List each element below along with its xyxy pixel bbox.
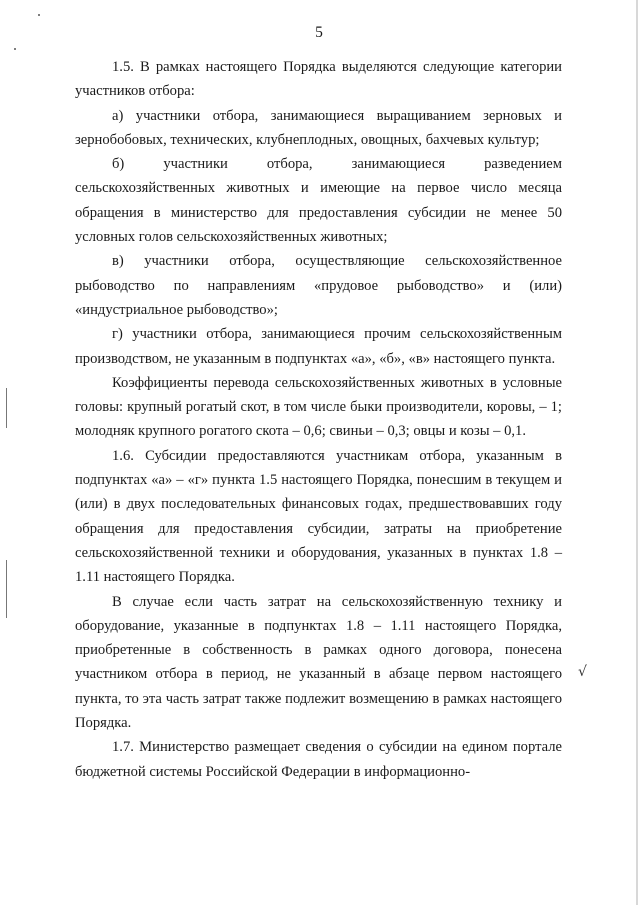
scan-artifact-line bbox=[6, 560, 7, 618]
document-body bbox=[75, 55, 562, 784]
paragraph-category-b: б) участники отбора, занимающиеся разведением сельскохозяйственных животных и имеющие на первое число месяца обращения в министерство для предоставления субсидии не менее 50 условных голов сельскохозяйственных животных; bbox=[75, 156, 562, 246]
paragraph-1-7: 1.7. Министерство размещает сведения о субсидии на едином портале бюджетной системы Российской Федерации в информационно- bbox=[75, 739, 562, 780]
paragraph-coefficients: Коэффициенты перевода сельскохозяйственных животных в условные головы: крупный рогатый скот, в том числе быки производители, коровы, – 1; молодняк крупного рогатого скота – 0,6; свиньи – 0,3; овцы и козы – 0,1. bbox=[75, 374, 562, 440]
paragraph-category-g: г) участники отбора, занимающиеся прочим сельскохозяйственным производством, не указанным в подпунктах «а», «б», «в» настоящего пункта. bbox=[75, 326, 562, 367]
page-number: 5 bbox=[315, 24, 323, 41]
scan-artifact-dot bbox=[38, 14, 40, 16]
paragraph-category-a: а) участники отбора, занимающиеся выращиванием зерновых и зернобобовых, технических, клубнеплодных, овощных, бахчевых культур; bbox=[75, 107, 562, 148]
paragraph-category-v: в) участники отбора, осуществляющие сельскохозяйственное рыбоводство по направлениям «прудовое рыбоводство» и (или) «индустриальное рыбоводство»; bbox=[75, 253, 562, 318]
scan-artifact-dot bbox=[14, 48, 16, 50]
scan-artifact-line bbox=[6, 388, 7, 428]
paragraph-partial-costs: В случае если часть затрат на сельскохозяйственную технику и оборудование, указанные в подпунктах 1.8 – 1.11 настоящего Порядка, приобретенные в собственность в рамках одного договора, понесена участником отбора в период, не указанный в абзаце первом настоящего пункта, то эта часть затрат также подлежит возмещению в рамках настоящего Порядка. bbox=[75, 593, 562, 732]
paragraph-1-6: 1.6. Субсидии предоставляются участникам отбора, указанным в подпунктах «а» – «г» пункта 1.5 настоящего Порядка, понесшим в текущем и (или) в двух последовательных финансовых годах, предшествовавших году обращения для предоставления субсидии, затраты на приобретение сельскохозяйственной техники и оборудования, указанных в пунктах 1.8 – 1.11 настоящего Порядка. bbox=[75, 447, 562, 586]
margin-check-mark: √ bbox=[578, 664, 587, 680]
paragraph-1-5: 1.5. В рамках настоящего Порядка выделяются следующие категории участников отбора: bbox=[75, 59, 562, 100]
